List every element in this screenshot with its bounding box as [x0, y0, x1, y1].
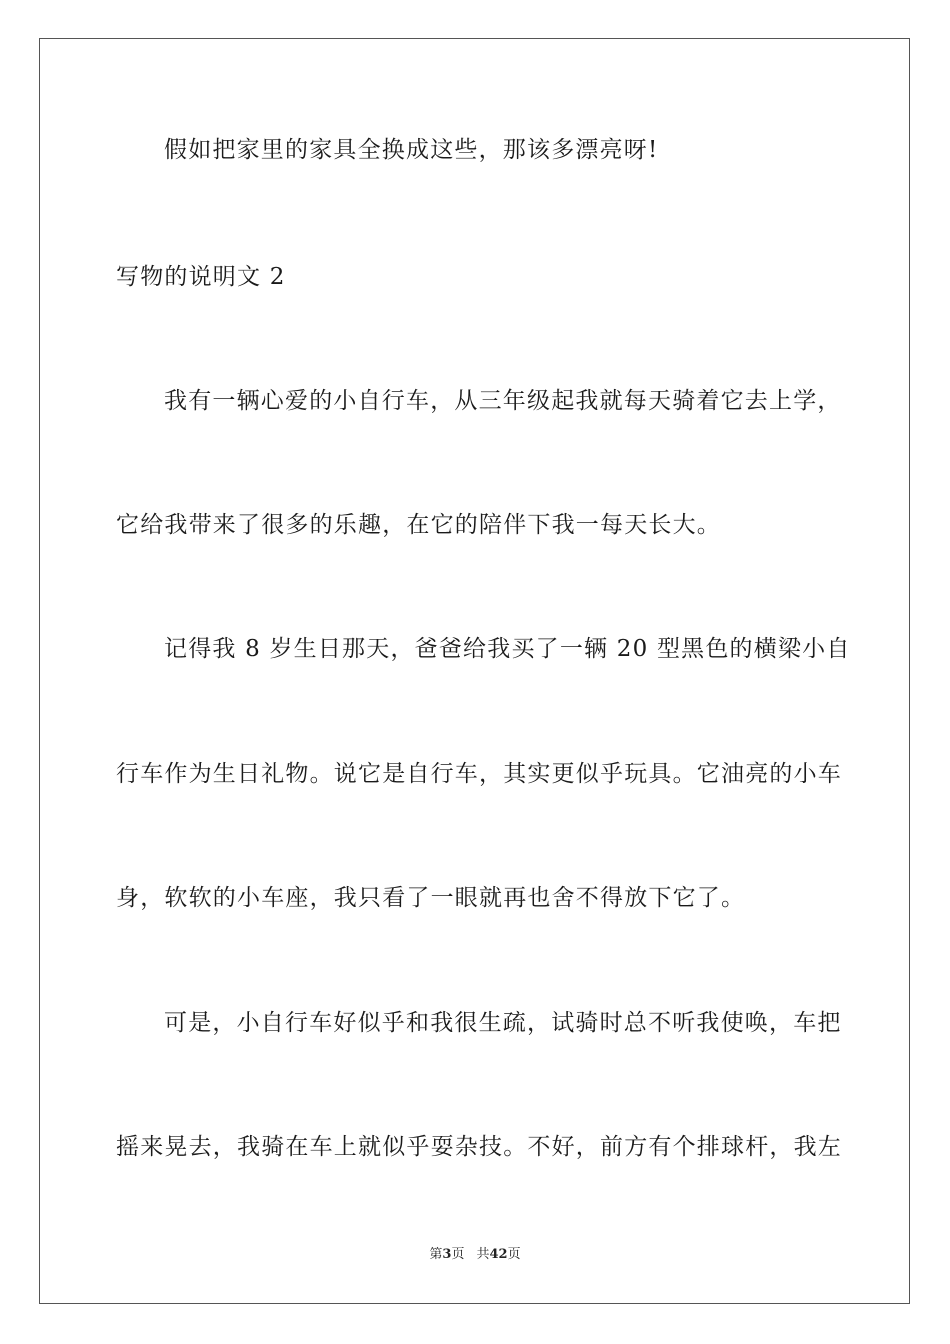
- page-suffix: 页: [451, 1247, 465, 1262]
- total-pages: 42: [489, 1247, 508, 1262]
- page-number: 3: [442, 1247, 452, 1262]
- paragraph-line: 记得我 8 岁生日那天，爸爸给我买了一辆 20 型黑色的横梁小自: [164, 636, 851, 662]
- total-suffix: 页: [507, 1247, 521, 1262]
- paragraph-line: 摇来晃去，我骑在车上就似乎耍杂技。不好，前方有个排球杆，我左: [116, 1134, 842, 1160]
- section-heading: 写物的说明文 2: [116, 264, 286, 290]
- total-prefix: 共: [476, 1247, 490, 1262]
- page-footer: [0, 1246, 950, 1264]
- paragraph-line: 行车作为生日礼物。说它是自行车，其实更似乎玩具。它油亮的小车: [116, 761, 842, 787]
- page-prefix: 第: [429, 1247, 443, 1262]
- paragraph-line: 我有一辆心爱的小自行车，从三年级起我就每天骑着它去上学，: [164, 388, 842, 414]
- paragraph-line: 可是，小自行车好似乎和我很生疏，试骑时总不听我使唤，车把: [164, 1010, 842, 1036]
- page-border: [39, 38, 910, 1304]
- paragraph-line: 假如把家里的家具全换成这些，那该多漂亮呀!: [164, 137, 659, 163]
- paragraph-line: 它给我带来了很多的乐趣，在它的陪伴下我一每天长大。: [116, 512, 721, 538]
- paragraph-line: 身，软软的小车座，我只看了一眼就再也舍不得放下它了。: [116, 885, 746, 911]
